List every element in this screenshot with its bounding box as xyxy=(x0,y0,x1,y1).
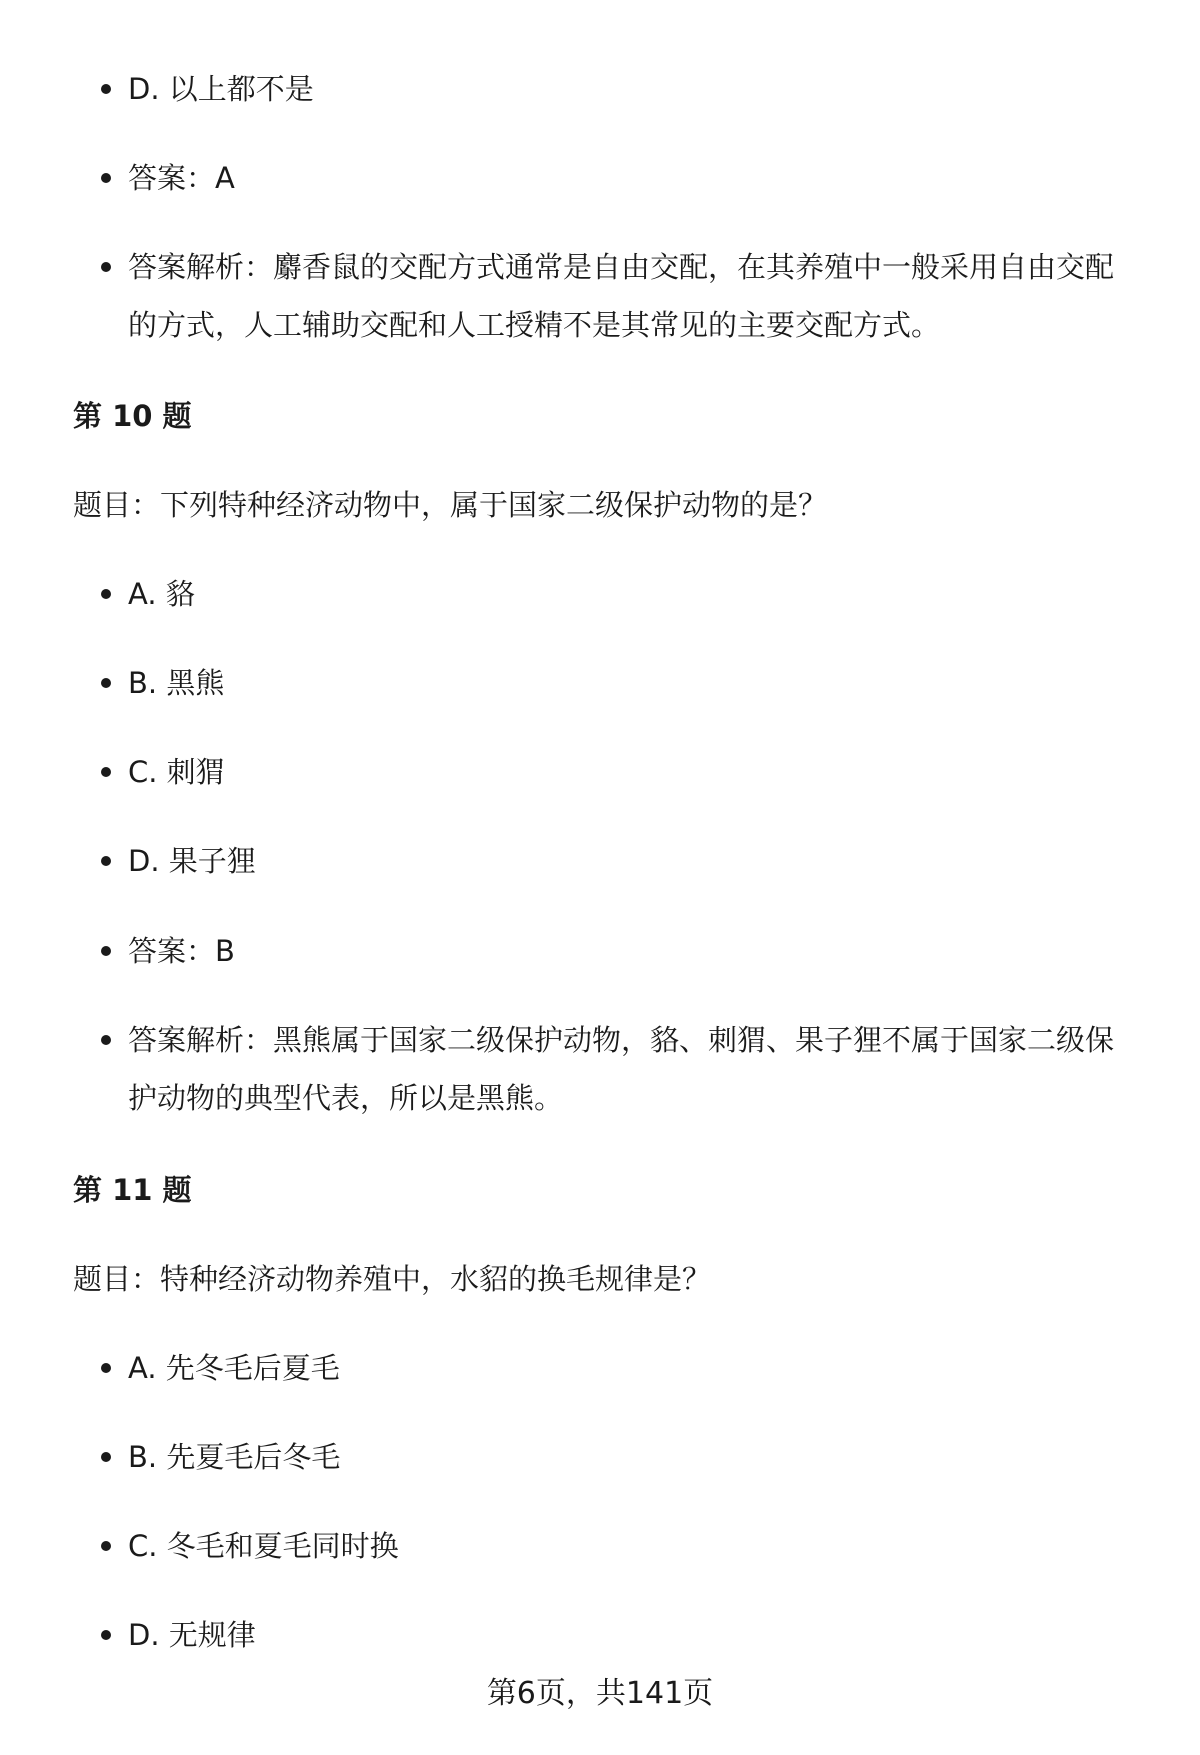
q10-option-d: D. 果子狸 xyxy=(128,832,1138,890)
prev-explanation: 答案解析：麝香鼠的交配方式通常是自由交配，在其养殖中一般采用自由交配的方式，人工辅助交配和人工授精不是其常见的主要交配方式。 xyxy=(128,238,1138,354)
prev-option-d: D. 以上都不是 xyxy=(128,60,1138,118)
q10-heading: 第 10 题 xyxy=(73,399,192,433)
q11-option-c: C. 冬毛和夏毛同时换 xyxy=(128,1517,1138,1575)
prev-answer: 答案：A xyxy=(128,149,1138,207)
q11-heading: 第 11 题 xyxy=(73,1173,192,1207)
q10-option-a: A. 貉 xyxy=(128,565,1138,623)
q11-question: 题目：特种经济动物养殖中，水貂的换毛规律是？ xyxy=(73,1262,712,1296)
q11-option-d: D. 无规律 xyxy=(128,1606,1138,1664)
q10-answer: 答案：B xyxy=(128,922,1138,980)
q10-option-b: B. 黑熊 xyxy=(128,654,1138,712)
q10-option-c: C. 刺猬 xyxy=(128,743,1138,801)
q10-explanation: 答案解析：黑熊属于国家二级保护动物，貉、刺猬、果子狸不属于国家二级保护动物的典型代表，所以是黑熊。 xyxy=(128,1011,1138,1127)
q11-option-b: B. 先夏毛后冬毛 xyxy=(128,1428,1138,1486)
q10-question: 题目：下列特种经济动物中，属于国家二级保护动物的是？ xyxy=(73,488,828,522)
q11-option-a: A. 先冬毛后夏毛 xyxy=(128,1339,1138,1397)
page-footer: 第6页，共141页 xyxy=(486,1676,714,1711)
